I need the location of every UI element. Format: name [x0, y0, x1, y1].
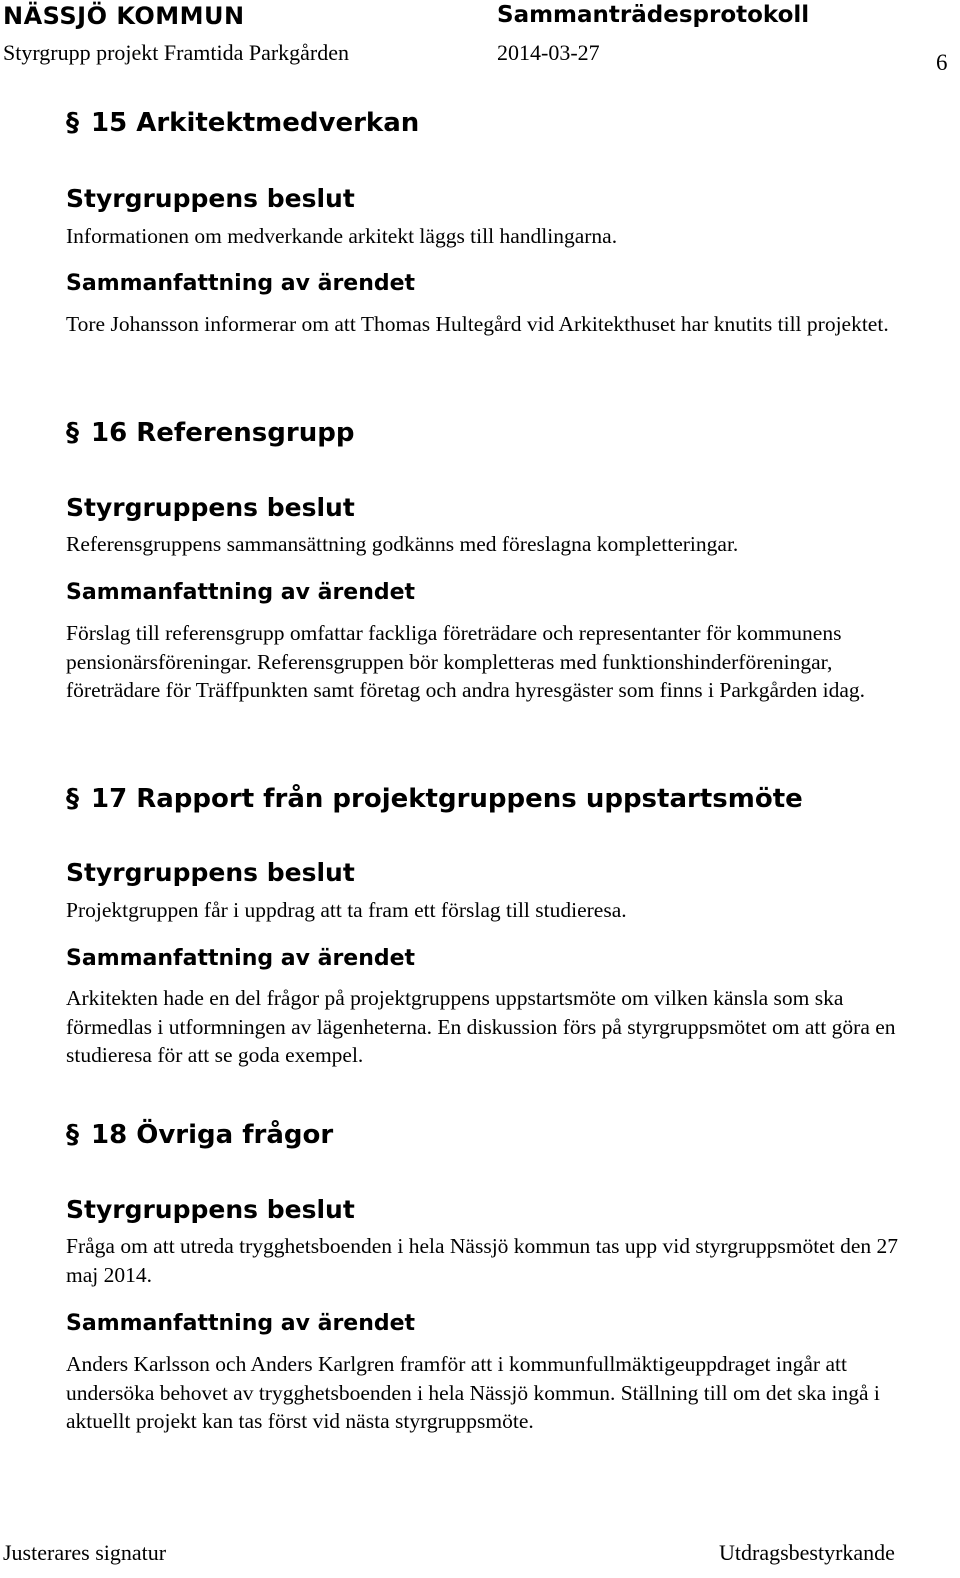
- decision-text-16: Referensgruppens sammansättning godkänns med föreslagna kompletteringar.: [66, 532, 739, 556]
- decision-heading-16: Styrgruppens beslut: [66, 493, 355, 522]
- section-heading-16: [66, 418, 354, 448]
- summary-text-18: Anders Karlsson och Anders Karlgren framför att i kommunfullmäktigeuppdraget ingår att undersöka behovet av trygghetsboenden i hela Nässjö kommun. Ställning till om det ska ingå i aktuellt projekt kan tas först vid nästa styrgruppsmöte.: [66, 1352, 880, 1434]
- summary-heading-18: Sammanfattning av ärendet: [66, 1311, 416, 1336]
- section-heading-18: [66, 1120, 333, 1150]
- document-type: Sammanträdesprotokoll: [497, 2, 810, 28]
- decision-text-17: Projektgruppen får i uppdrag att ta fram ett förslag till studieresa.: [66, 898, 627, 922]
- page-number: 6: [936, 50, 948, 75]
- decision-heading-15: Styrgruppens beslut: [66, 184, 355, 213]
- summary-text-16: Förslag till referensgrupp omfattar fackliga företrädare och representanter för kommunens pensionärsföreningar. Referensgruppen bör kompletteras med funktionshinderföreningar, företrädare för Träffpunkten samt företag och andra hyresgäster som finns i Parkgården idag.: [66, 621, 866, 703]
- section-title: 18 Övriga frågor: [91, 1120, 334, 1150]
- footer-certification-label: Utdragsbestyrkande: [719, 1540, 895, 1565]
- decision-heading-18: Styrgruppens beslut: [66, 1195, 355, 1224]
- meeting-date: 2014-03-27: [497, 40, 600, 65]
- summary-heading-15: Sammanfattning av ärendet: [66, 271, 416, 296]
- section-title: 17 Rapport från projektgruppens uppstartsmöte: [91, 784, 803, 814]
- summary-text-15: Tore Johansson informerar om att Thomas Hultegård vid Arkitekthuset har knutits till projektet.: [66, 312, 889, 336]
- section-symbol: §: [66, 784, 79, 814]
- section-title: 16 Referensgrupp: [91, 418, 355, 448]
- summary-heading-17: Sammanfattning av ärendet: [66, 946, 416, 971]
- section-symbol: §: [66, 108, 79, 138]
- decision-heading-17: Styrgruppens beslut: [66, 858, 355, 887]
- summary-heading-16: Sammanfattning av ärendet: [66, 580, 416, 605]
- footer-signature-label: Justerares signatur: [3, 1540, 167, 1565]
- section-heading-17: [66, 784, 803, 814]
- section-title: 15 Arkitektmedverkan: [91, 108, 420, 138]
- section-heading-15: [66, 108, 419, 138]
- organization-name: NÄSSJÖ KOMMUN: [3, 2, 245, 30]
- decision-text-15: Informationen om medverkande arkitekt läggs till handlingarna.: [66, 224, 618, 248]
- section-symbol: §: [66, 418, 79, 448]
- section-symbol: §: [66, 1120, 79, 1150]
- summary-text-17: Arkitekten hade en del frågor på projektgruppens uppstartsmöte om vilken känsla som ska förmedlas i utformningen av lägenheterna. En diskussion förs på styrgruppsmötet om att göra en studieresa för att se goda exempel.: [66, 986, 896, 1068]
- decision-text-18: Fråga om att utreda trygghetsboenden i hela Nässjö kommun tas upp vid styrgruppsmötet den 27 maj 2014.: [66, 1234, 898, 1287]
- meeting-subtitle: Styrgrupp projekt Framtida Parkgården: [3, 40, 350, 65]
